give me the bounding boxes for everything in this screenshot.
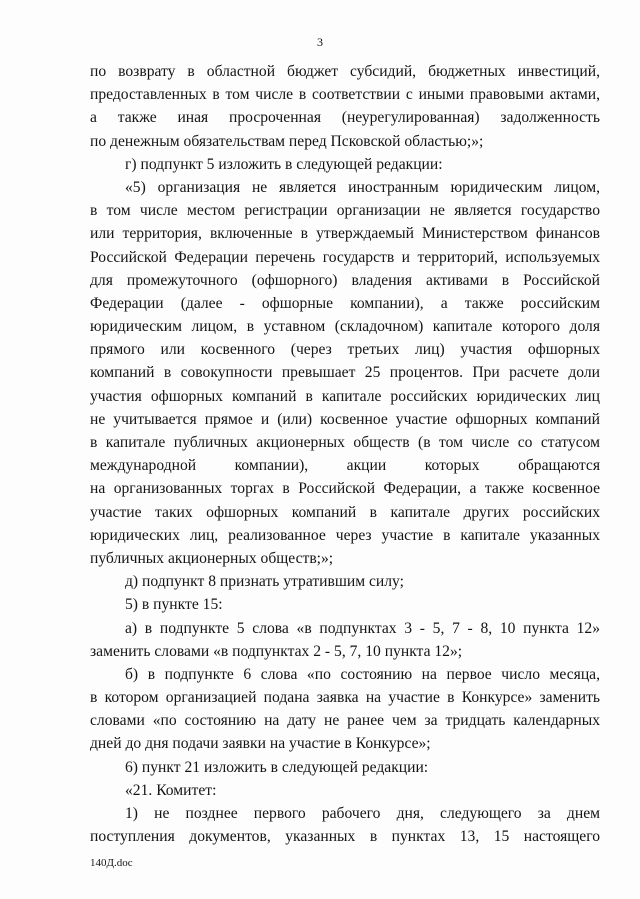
text-line: заменить словами «в подпунктах 2 - 5, 7, 10 пункта 12»; <box>90 642 463 660</box>
text-line: по денежным обязательствам перед Псковской областью;»; <box>90 132 484 150</box>
text-line: по возврату в областной бюджет субсидий, бюджетных инвестиций, <box>90 63 600 80</box>
text-line: предоставленных в том числе в соответствии с иными правовыми актами, <box>90 86 600 104</box>
text-line: прямого или косвенного (через третьих лиц) участия офшорных <box>90 341 600 359</box>
text-line: г) подпункт 5 изложить в следующей редакции: <box>125 155 443 173</box>
text-line: в капитале публичных акционерных обществ (в том числе со статусом <box>90 434 600 451</box>
text-line: участие таких офшорных компаний в капитале других российских <box>90 503 600 521</box>
text-line: «21. Комитет: <box>125 781 217 799</box>
text-line: «5) организация не является иностранным юридическим лицом, <box>125 178 600 196</box>
text-line: или территория, включенные в утверждаемый Министерством финансов <box>90 225 600 243</box>
text-line: не учитывается прямое и (или) косвенное участие офшорных компаний <box>90 410 600 428</box>
text-line: в том числе местом регистрации организации не является государство <box>90 202 600 220</box>
text-line: поступления документов, указанных в пунктах 13, 15 настоящего <box>90 828 600 846</box>
text-line: а также иная просроченная (неурегулированная) задолженность <box>90 109 600 127</box>
text-line: 6) пункт 21 изложить в следующей редакции: <box>125 758 429 776</box>
footer-filename: 140Д.doc <box>90 857 133 869</box>
text-line: 1) не позднее первого рабочего дня, следующего за днем <box>125 805 600 822</box>
text-line: словами «по состоянию на дату не ранее чем за тридцать календарных <box>90 712 600 730</box>
text-line: участия офшорных компаний в капитале российских юридических лиц <box>90 387 600 405</box>
text-line: для промежуточного (офшорного) владения активами в Российской <box>90 271 600 289</box>
text-line: дней до дня подачи заявки на участие в Конкурсе»; <box>90 735 431 753</box>
text-line: юридическим лицом, в уставном (складочном) капитале которого доля <box>90 318 600 336</box>
page-number: 3 <box>317 35 323 49</box>
text-line: 5) в пункте 15: <box>125 596 223 614</box>
text-line: на организованных торгах в Российской Федерации, а также косвенное <box>90 480 600 498</box>
text-line: б) в подпункте 6 слова «по состоянию на первое число месяца, <box>125 665 600 683</box>
text-line: в котором организацией подана заявка на участие в Конкурсе» заменить <box>90 689 600 707</box>
text-line: международной компании), акции которых обращаются <box>90 457 600 475</box>
text-line: Российской Федерации перечень государств и территорий, используемых <box>90 248 600 266</box>
document-body <box>90 60 600 848</box>
text-line: публичных акционерных обществ;»; <box>90 549 334 567</box>
text-line: а) в подпункте 5 слова «в подпунктах 3 - 5, 7 - 8, 10 пункта 12» <box>125 619 600 637</box>
text-line: юридических лиц, реализованное через участие в капитале указанных <box>90 526 600 544</box>
text-line: Федерации (далее - офшорные компании), а также российским <box>90 294 600 312</box>
text-line: компаний в совокупности превышает 25 процентов. При расчете доли <box>90 364 600 382</box>
text-line: д) подпункт 8 признать утратившим силу; <box>125 573 404 591</box>
